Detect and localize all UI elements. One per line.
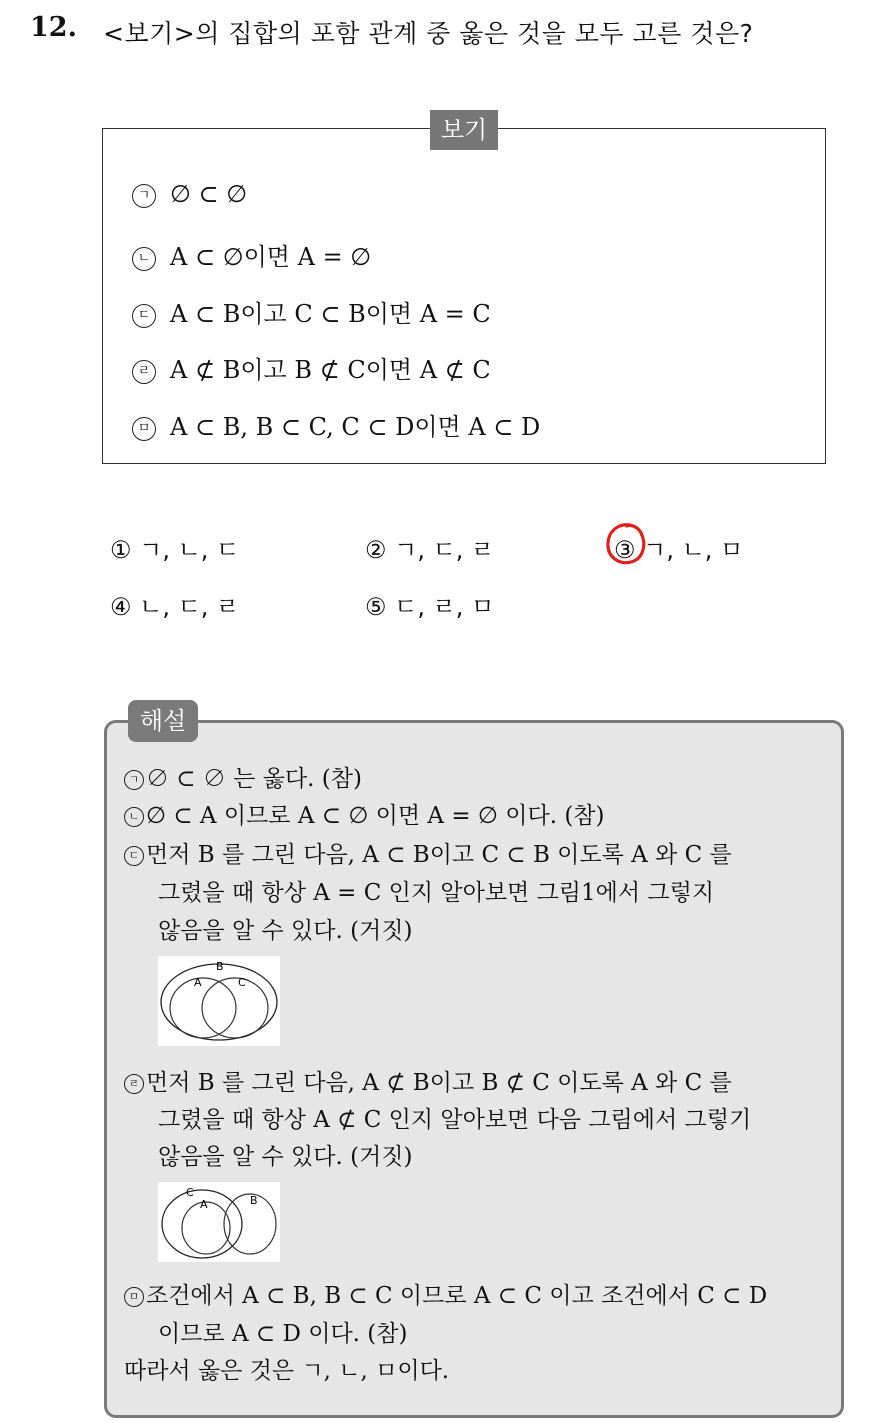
bogi-item-text: A ⊂ B, B ⊂ C, C ⊂ D이면 A ⊂ D — [170, 413, 541, 441]
answer-circle-mark — [605, 521, 647, 567]
bogi-item-text: ∅ ⊂ ∅ — [170, 180, 248, 208]
bogi-label: 보기 — [430, 110, 498, 150]
choice-number: ① — [110, 536, 132, 564]
solution-line-6: ㄹ 먼저 B 를 그린 다음, A ⊄ B이고 B ⊄ C 이도록 A 와 C 를 — [124, 1064, 732, 1097]
choice-number: ② — [365, 536, 387, 564]
choice-number: ④ — [110, 593, 132, 621]
bogi-item-2 — [132, 237, 371, 272]
venn-label: A — [200, 1198, 208, 1211]
circled-marker: ㅁ — [132, 417, 156, 441]
bogi-item-5 — [132, 407, 540, 442]
circled-marker: ㄱ — [124, 770, 144, 790]
venn-label: A — [194, 976, 202, 989]
circled-marker: ㄹ — [124, 1074, 144, 1094]
question-text: <보기>의 집합의 포함 관계 중 옳은 것을 모두 고른 것은? — [103, 19, 754, 48]
venn-figure-2 — [158, 1182, 280, 1262]
solution-line-10: 이므로 A ⊂ D 이다. (참) — [158, 1321, 408, 1347]
bogi-item-text: A ⊂ B이고 C ⊂ B이면 A = C — [170, 300, 491, 328]
choice-number: ③ — [614, 536, 636, 564]
choice-text: ㄷ, ㄹ, ㅁ — [394, 593, 495, 621]
choice-4[interactable] — [110, 587, 239, 622]
solution-line-7: 그렸을 때 항상 A ⊄ C 인지 알아보면 다음 그림에서 그렇기 — [158, 1107, 752, 1133]
choice-5[interactable] — [365, 587, 494, 622]
choice-text: ㄴ, ㄷ, ㄹ — [139, 593, 240, 621]
solution-conclusion: 따라서 옳은 것은 ㄱ, ㄴ, ㅁ이다. — [124, 1358, 450, 1384]
choice-1[interactable] — [110, 530, 239, 565]
choice-number: ⑤ — [365, 593, 387, 621]
bogi-item-3 — [132, 294, 491, 329]
venn-label: B — [216, 960, 224, 973]
choice-text: ㄱ, ㄴ, ㅁ — [643, 536, 744, 564]
venn-label: B — [250, 1194, 258, 1207]
circled-marker: ㄷ — [132, 304, 156, 328]
solution-line-1: ㄱ ∅ ⊂ ∅ 는 옳다. (참) — [124, 760, 362, 793]
circled-marker: ㅁ — [124, 1287, 144, 1307]
circled-marker: ㄷ — [124, 846, 144, 866]
bogi-item-1 — [132, 180, 247, 208]
bogi-item-text: A ⊂ ∅이면 A = ∅ — [170, 243, 372, 271]
circled-marker: ㄹ — [132, 360, 156, 384]
solution-label: 해설 — [128, 700, 198, 742]
question-number: 12. — [30, 12, 77, 43]
choice-text: ㄱ, ㄷ, ㄹ — [394, 536, 495, 564]
solution-line-3: ㄷ 먼저 B 를 그린 다음, A ⊂ B이고 C ⊂ B 이도록 A 와 C 를 — [124, 836, 732, 869]
solution-line-5: 않음을 알 수 있다. (거짓) — [158, 918, 413, 944]
circled-marker: ㄱ — [132, 184, 156, 208]
solution-line-8: 않음을 알 수 있다. (거짓) — [158, 1144, 413, 1170]
venn-label: C — [238, 976, 246, 989]
circled-marker: ㄴ — [124, 807, 144, 827]
solution-line-2: ㄴ ∅ ⊂ A 이므로 A ⊂ ∅ 이면 A = ∅ 이다. (참) — [124, 797, 604, 830]
bogi-item-text: A ⊄ B이고 B ⊄ C이면 A ⊄ C — [170, 356, 491, 384]
bogi-item-4 — [132, 350, 491, 385]
circled-marker: ㄴ — [132, 247, 156, 271]
solution-line-4: 그렸을 때 항상 A = C 인지 알아보면 그림1에서 그렇지 — [158, 880, 715, 906]
choice-text: ㄱ, ㄴ, ㄷ — [139, 536, 240, 564]
choice-2[interactable] — [365, 530, 494, 565]
venn-label: C — [186, 1186, 194, 1199]
venn-figure-1 — [158, 956, 280, 1046]
solution-line-9: ㅁ 조건에서 A ⊂ B, B ⊂ C 이므로 A ⊂ C 이고 조건에서 C ⊂ D — [124, 1277, 767, 1310]
